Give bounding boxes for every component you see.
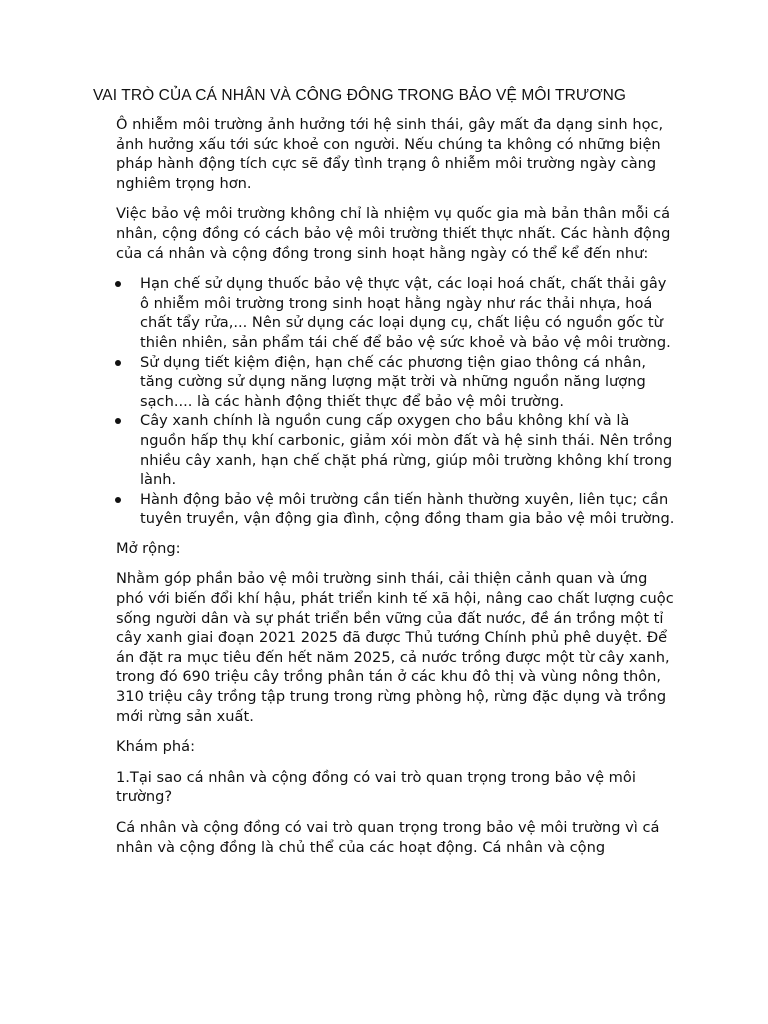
list-item [93,490,678,529]
bullet-icon [115,281,121,287]
question-1: 1.Tại sao cá nhân và cộng đồng có vai trò quan trọng trong bảo vệ môi trường? [116,768,636,806]
explore-section-label: Khám phá: [116,738,195,756]
actions-intro-paragraph: Việc bảo vệ môi trường không chỉ là nhiệm vụ quốc gia mà bản thân mỗi cá nhân, cộng đồng có cách bảo vệ môi trường thiết thực nhất. Các hành động của cá nhân và cộng đồng trong sinh hoạt hằng ngày có thể kể đến như: [116,205,671,262]
list-item [93,274,678,352]
bullet-icon [115,418,121,424]
list-item-text: Sử dụng tiết kiệm điện, hạn chế các phương tiện giao thông cá nhân, tăng cường sử dụng năng lượng mặt trời và những nguồn năng lượng sạch.... là các hành động thiết thực để bảo vệ môi trường. [140,353,646,410]
bullet-icon [115,497,121,503]
intro-paragraph: Ô nhiễm môi trường ảnh hưởng tới hệ sinh thái, gây mất đa dạng sinh học, ảnh hưởng xấu tới sức khoẻ con người. Nếu chúng ta không có những biện pháp hành động tích cực sẽ đẩy tình trạng ô nhiễm môi trường ngày càng nghiêm trọng hơn. [116,116,664,192]
actions-list [93,274,678,529]
bullet-icon [115,360,121,366]
expand-paragraph: Nhằm góp phần bảo vệ môi trường sinh thái, cải thiện cảnh quan và ứng phó với biến đổi khí hậu, phát triển kinh tế xã hội, nâng cao chất lượng cuộc sống người dân và sự phát triển bền vững của đất nước, đề án trồng một tỉ cây xanh giai đoạn 2021 2025 đã được Thủ tướng Chính phủ phê duyệt. Để án đặt ra mục tiêu đến hết năm 2025, cả nước trồng được một từ cây xanh, trong đó 690 triệu cây trồng phân tán ở các khu đô thị và vùng nông thôn, 310 triệu cây trồng tập trung trong rừng phòng hộ, rừng đặc dụng và trồng mới rừng sản xuất. [116,570,674,725]
document-title: VAI TRÒ CỦA CÁ NHÂN VÀ CÔNG ĐÔNG TRONG BẢO VỆ MÔI TRƯƠNG [93,87,627,104]
list-item-text: Hành động bảo vệ môi trường cần tiến hành thường xuyên, liên tục; cần tuyên truyền, vận động gia đình, cộng đồng tham gia bảo vệ môi trường. [140,490,675,528]
expand-section-label: Mở rộng: [116,539,181,557]
list-item-text: Cây xanh chính là nguồn cung cấp oxygen cho bầu không khí và là nguồn hấp thụ khí carbonic, giảm xói mòn đất và hệ sinh thái. Nên trồng nhiều cây xanh, hạn chế chặt phá rừng, giúp môi trường không khí trong lành. [140,412,673,489]
list-item [93,353,678,412]
list-item-text: Hạn chế sử dụng thuốc bảo vệ thực vật, các loại hoá chất, chất thải gây ô nhiễm môi trường trong sinh hoạt hằng ngày như rác thải nhựa, hoá chất tẩy rửa,... Nên sử dụng các loại dụng cụ, chất liệu có nguồn gốc từ thiên nhiên, sản phẩm tái chế để bảo vệ sức khoẻ và bảo vệ môi trường. [140,275,671,351]
document-body [93,86,678,868]
list-item [93,411,678,489]
answer-1: Cá nhân và cộng đồng có vai trò quan trọng trong bảo vệ môi trường vì cá nhân và cộng đồng là chủ thể của các hoạt động. Cá nhân và cộng [116,819,660,856]
